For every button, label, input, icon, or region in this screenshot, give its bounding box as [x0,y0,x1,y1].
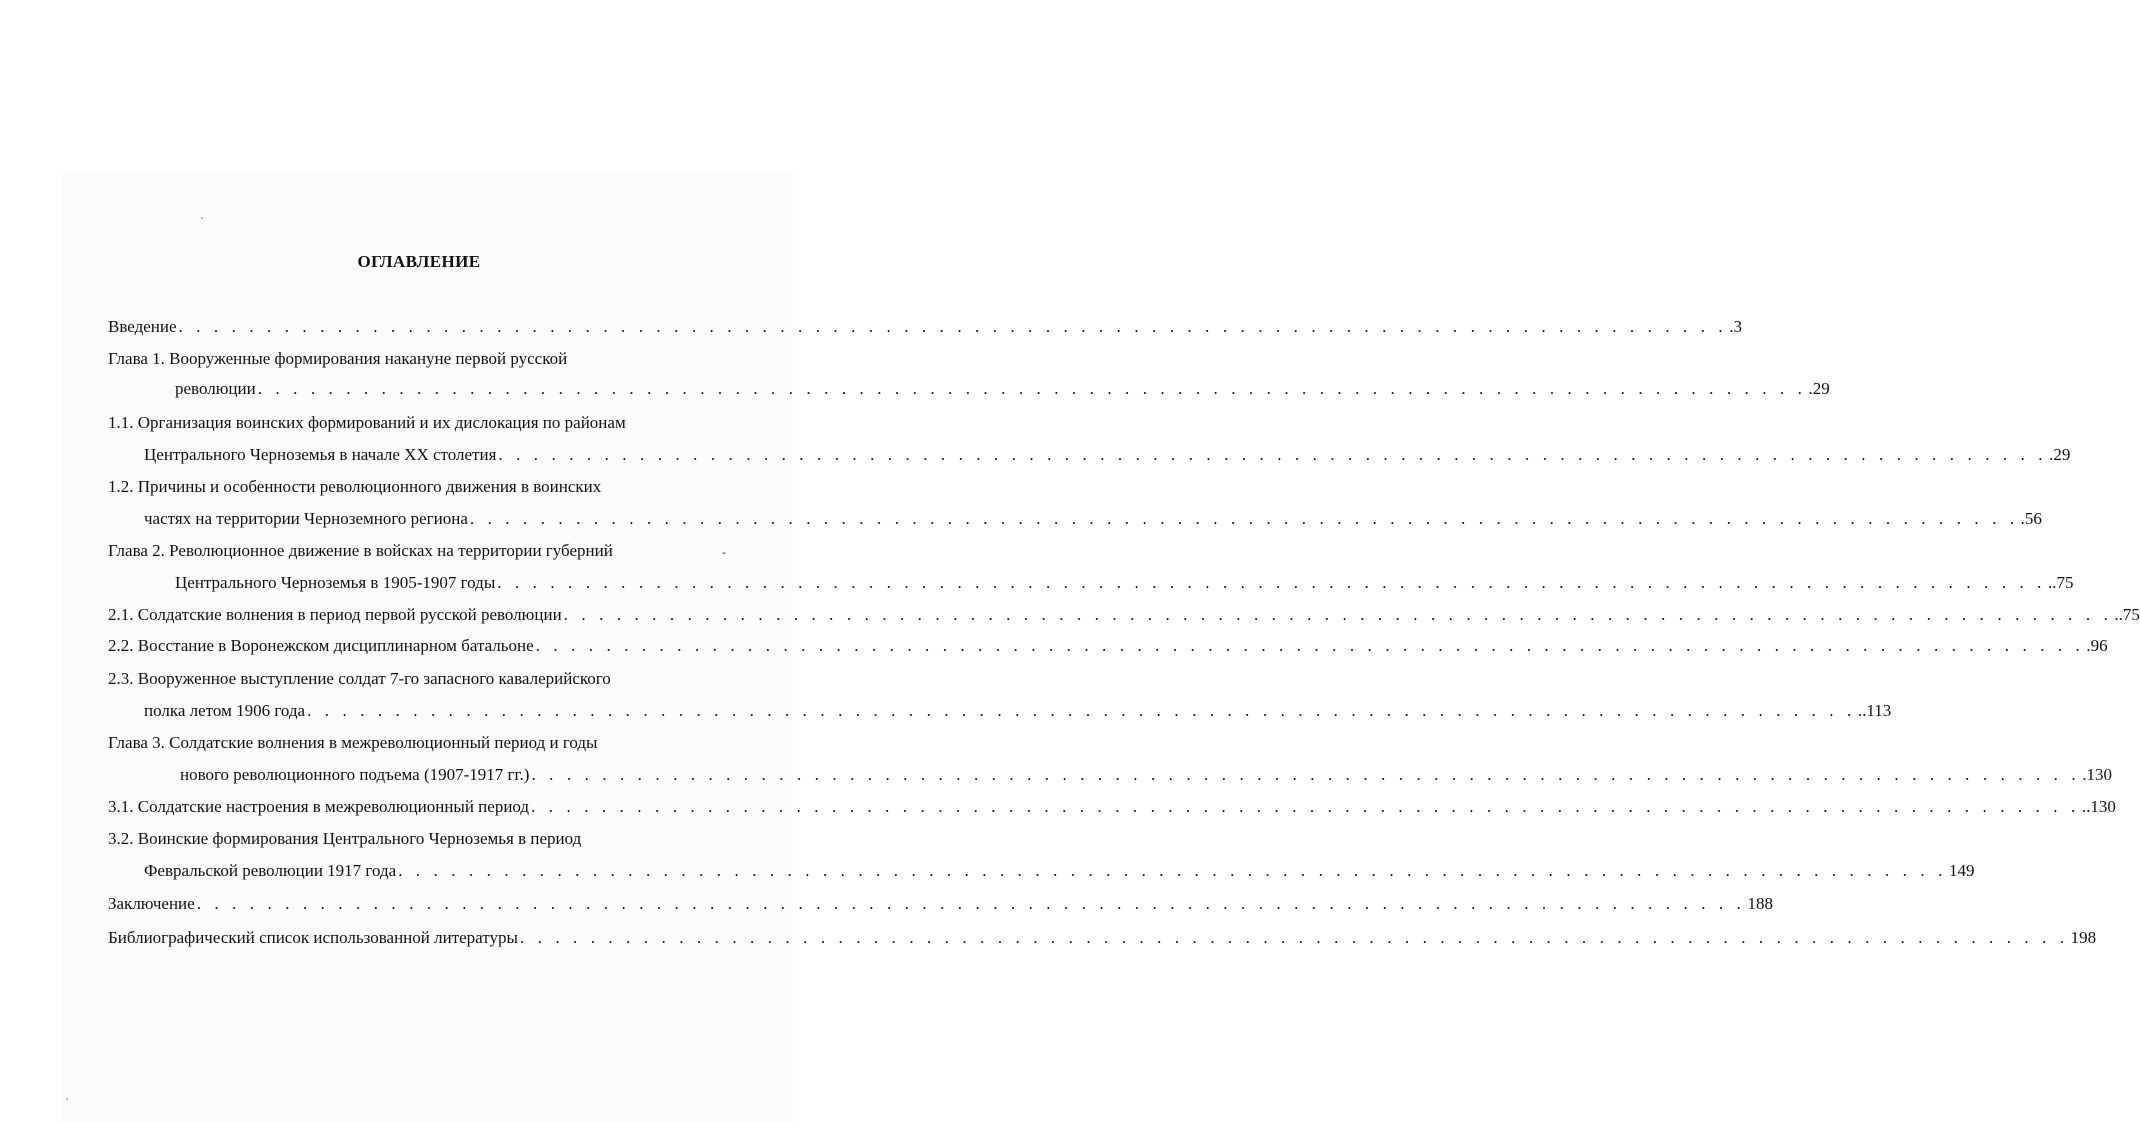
scan-speck [201,217,203,219]
stray-mark: - [722,545,726,559]
toc-entry-chapter-3[interactable] [108,732,728,754]
toc-page-number: .130 [2082,765,2112,784]
toc-leader-dots: . . . . . . . . . . . . . . . . . . . . . . . . . . . . . . . . . . . . . . . . . . . . . . . . . . . . . . . . . . . . . . . . . . . . . . . . . . . . . . . . . . . . . . . . [398,861,1947,880]
toc-entry-text: Библиографический список использованной литературы [108,928,518,947]
toc-entry-section-2-3-cont[interactable] [144,700,1892,722]
toc-entry-text: Глава 2. Революционное движение в войсках на территории губерний [108,541,613,560]
toc-leader-dots: . . . . . . . . . . . . . . . . . . . . . . . . . . . . . . . . . . . . . . . . . . . . . . . . . . . . . . . . . . . . . . . . . . . . . . . . . . . . . . . . . . . . . . . . [469,509,2019,528]
toc-page-number: .29 [2049,445,2071,464]
toc-leader-dots: . . . . . . . . . . . . . . . . . . . . . . . . . . . . . . . . . . . . . . . . . . . . . . . . . . . . . . . . . . . . . . . . . . . . . . . . . . . . . . . . . . . . . . . . [535,636,2085,655]
toc-entry-conclusion[interactable] [108,893,1773,915]
page-title: ОГЛАВЛЕНИЕ [357,252,481,271]
toc-entry-text: 1.1. Организация воинских формирований и их дислокация по районам [108,413,626,432]
toc-leader-dots: . . . . . . . . . . . . . . . . . . . . . . . . . . . . . . . . . . . . . . . . . . . . . . . . . . . . . . . . . . . . . . . . . . . . . . . . . . . . . . . . . . . . . . . . [563,605,2113,624]
toc-entry-section-1-2-cont[interactable] [144,508,2042,530]
toc-entry-text: 2.3. Вооруженное выступление солдат 7-го запасного кавалерийского [108,669,611,688]
toc-leader-dots: . . . . . . . . . . . . . . . . . . . . . . . . . . . . . . . . . . . . . . . . . . . . . . . . . . . . . . . . . . . . . . . . . . . . . . . . . . . . . . . . . . . . . . . . [519,928,2069,947]
toc-entry-text: полка летом 1906 года [144,701,306,720]
toc-entry-section-2-1[interactable] [108,604,2140,626]
toc-page-number: 188 [1747,894,1773,913]
toc-entry-section-2-2[interactable] [108,635,2108,657]
scan-speck [66,1098,68,1100]
toc-page-number: ..75 [2048,573,2074,592]
toc-entry-chapter-1-cont[interactable] [175,378,1830,400]
toc-entry-text: 1.2. Причины и особенности революционного движения в воинских [108,477,602,496]
toc-page-number: .96 [2086,636,2108,655]
toc-entry-introduction[interactable] [108,316,1743,338]
toc-entry-text: революции [175,379,256,398]
toc-entry-bibliography[interactable] [108,927,2097,949]
toc-leader-dots: . . . . . . . . . . . . . . . . . . . . . . . . . . . . . . . . . . . . . . . . . . . . . . . . . . . . . . . . . . . . . . . . . . . . . . . . . . . . . . . . . . . . . . . . [196,894,1746,913]
toc-page-number: 198 [2070,928,2097,947]
toc-entry-text: Центрального Черноземья в 1905-1907 годы [175,573,496,592]
toc-entry-section-2-3[interactable] [108,668,728,690]
toc-leader-dots: . . . . . . . . . . . . . . . . . . . . . . . . . . . . . . . . . . . . . . . . . . . . . . . . . . . . . . . . . . . . . . . . . . . . . . . . . . . . . . . . . . . . . . . . [531,797,2080,816]
toc-entry-text: Февральской революции 1917 года [144,861,397,880]
toc-entry-chapter-2[interactable] [108,540,718,562]
toc-entry-text: 2.2. Восстание в Воронежском дисциплинарном батальоне [108,636,534,655]
toc-page-number: ..130 [2081,797,2116,816]
toc-page-number: .3 [1729,317,1743,336]
toc-entry-text: Заключение [108,894,195,913]
toc-entry-text: 3.1. Солдатские настроения в межреволюционный период [108,797,530,816]
toc-page-number: .56 [2020,509,2042,528]
toc-entry-text: нового революционного подъема (1907-1917 гг.) [180,765,530,784]
toc-leader-dots: . . . . . . . . . . . . . . . . . . . . . . . . . . . . . . . . . . . . . . . . . . . . . . . . . . . . . . . . . . . . . . . . . . . . . . . . . . . . . . . . . . . . . . . . [257,379,1807,398]
toc-entry-chapter-1[interactable] [108,348,728,370]
toc-entry-section-1-1-cont[interactable] [144,444,2071,466]
toc-page-number: ..113 [1857,701,1892,720]
toc-entry-section-1-2[interactable] [108,476,728,498]
toc-leader-dots: . . . . . . . . . . . . . . . . . . . . . . . . . . . . . . . . . . . . . . . . . . . . . . . . . . . . . . . . . . . . . . . . . . . . . . . . . . . . . . . . . . . . . . . . [497,573,2046,592]
toc-entry-text: 2.1. Солдатские волнения в период первой русской революции [108,605,562,624]
toc-page-number: ..75 [2114,605,2140,624]
toc-leader-dots: . . . . . . . . . . . . . . . . . . . . . . . . . . . . . . . . . . . . . . . . . . . . . . . . . . . . . . . . . . . . . . . . . . . . . . . . . . . . . . . . . . . . . . . . [178,317,1728,336]
toc-page-number: 149 [1948,861,1975,880]
toc-entry-text: частях на территории Черноземного региона [144,509,468,528]
toc-entry-section-3-1[interactable] [108,796,2116,818]
toc-entry-text: Центрального Черноземья в начале XX столетия [144,445,497,464]
toc-entry-chapter-3-cont[interactable] [180,764,2112,786]
toc-entry-text: 3.2. Воинские формирования Центрального Черноземья в период [108,829,582,848]
toc-entry-text: Введение [108,317,177,336]
toc-leader-dots: . . . . . . . . . . . . . . . . . . . . . . . . . . . . . . . . . . . . . . . . . . . . . . . . . . . . . . . . . . . . . . . . . . . . . . . . . . . . . . . . . . . . . . . . [307,701,1856,720]
toc-leader-dots: . . . . . . . . . . . . . . . . . . . . . . . . . . . . . . . . . . . . . . . . . . . . . . . . . . . . . . . . . . . . . . . . . . . . . . . . . . . . . . . . . . . . . . . . [498,445,2048,464]
toc-entry-section-1-1[interactable] [108,412,728,434]
toc-entry-section-3-2-cont[interactable] [144,860,1975,882]
toc-entry-chapter-2-cont[interactable] [175,572,2074,594]
toc-entry-text: Глава 3. Солдатские волнения в межреволюционный период и годы [108,733,598,752]
toc-page-number: .29 [1808,379,1830,398]
toc-entry-section-3-2[interactable] [108,828,728,850]
toc-leader-dots: . . . . . . . . . . . . . . . . . . . . . . . . . . . . . . . . . . . . . . . . . . . . . . . . . . . . . . . . . . . . . . . . . . . . . . . . . . . . . . . . . . . . . . . . [531,765,2081,784]
toc-entry-text: Глава 1. Вооруженные формирования накануне первой русской [108,349,568,368]
